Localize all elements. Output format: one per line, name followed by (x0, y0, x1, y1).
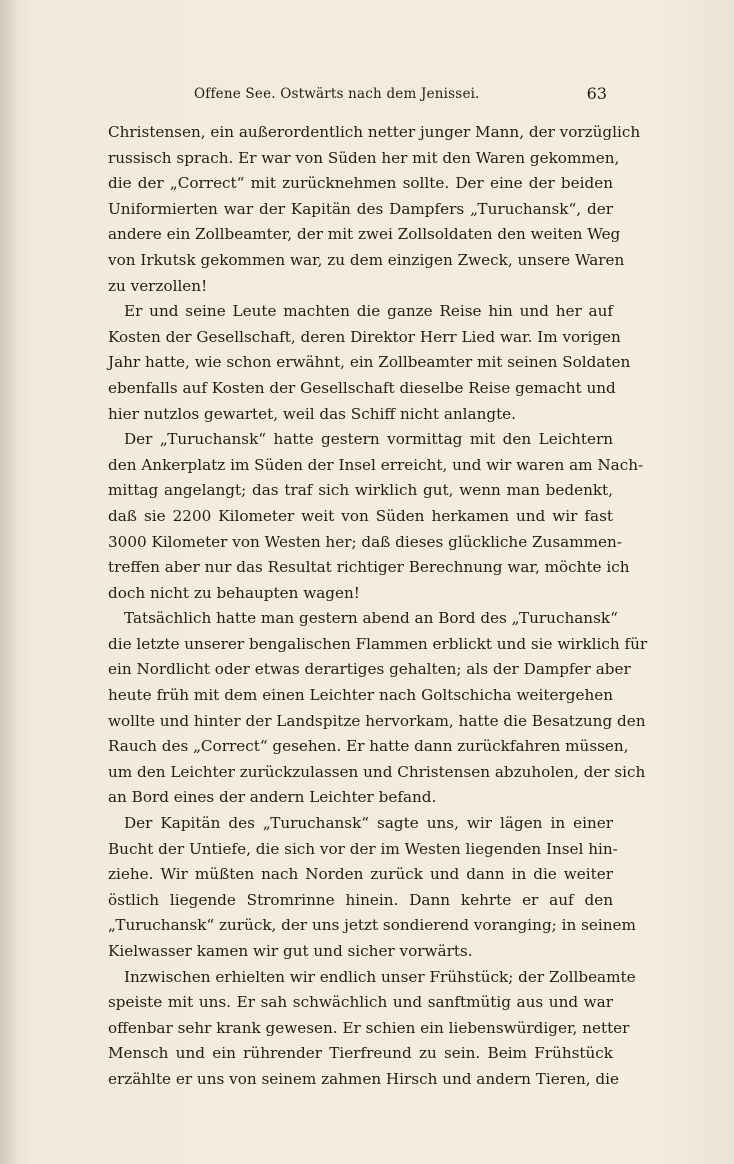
text-line: speiste mit uns. Er sah schwächlich und sanftmütig aus und war (108, 993, 613, 1012)
text-line: um den Leichter zurückzulassen und Christensen abzuholen, der sich (108, 762, 646, 781)
text-line: erzählte er uns von seinem zahmen Hirsch und andern Tieren, die (108, 1069, 619, 1088)
page-number: 63 (586, 84, 607, 103)
text-line: offenbar sehr krank gewesen. Er schien ein liebenswürdiger, netter (108, 1018, 630, 1037)
text-line: von Irkutsk gekommen war, zu dem einzigen Zweck, unsere Waren (108, 250, 625, 269)
text-line: zu verzollen! (108, 276, 208, 295)
text-line: Kielwasser kamen wir gut und sicher vorwärts. (108, 942, 473, 960)
text-line: 3000 Kilometer von Westen her; daß dieses glückliche Zusammen- (108, 532, 622, 551)
text-line: Er und seine Leute machten die ganze Reise hin und her auf (124, 302, 613, 321)
text-line: Kosten der Gesellschaft, deren Direktor Herr Lied war. Im vorigen (108, 327, 621, 346)
text-line: „Turuchansk“ zurück, der uns jetzt sondierend voranging; in seinem (108, 916, 636, 935)
text-line: andere ein Zollbeamter, der mit zwei Zollsoldaten den weiten Weg (108, 225, 621, 244)
text-line: ziehe. Wir müßten nach Norden zurück und dann in die weiter (108, 865, 613, 884)
text-line: an Bord eines der andern Leichter befand. (108, 788, 437, 807)
text-line: Christensen, ein außerordentlich netter junger Mann, der vorzüglich (108, 123, 641, 141)
text-line: doch nicht zu behaupten wagen! (108, 583, 360, 602)
text-line: die letzte unserer bengalischen Flammen erblickt und sie wirklich für (108, 634, 648, 653)
text-line: Tatsächlich hatte man gestern abend an Bord des „Turuchansk“ (124, 609, 618, 628)
text-line: Jahr hatte, wie schon erwähnt, ein Zollbeamter mit seinen Soldaten (108, 353, 631, 372)
body-text (108, 120, 648, 1093)
text-line: Mensch und ein rührender Tierfreund zu sein. Beim Frühstück (108, 1044, 613, 1063)
text-line: den Ankerplatz im Süden der Insel erreicht, und wir waren am Nach- (108, 455, 644, 474)
text-line: Inzwischen erhielten wir endlich unser Frühstück; der Zollbeamte (124, 967, 636, 986)
running-title: Offene See. Ostwärts nach dem Jenissei. (194, 86, 480, 102)
text-line: ebenfalls auf Kosten der Gesellschaft dieselbe Reise gemacht und (108, 378, 616, 397)
text-line: wollte und hinter der Landspitze hervorkam, hatte die Besatzung den (108, 711, 646, 730)
text-line: treffen aber nur das Resultat richtiger Berechnung war, möchte ich (108, 558, 630, 577)
text-line: daß sie 2200 Kilometer weit von Süden herkamen und wir fast (108, 506, 613, 525)
text-line: die der „Correct“ mit zurücknehmen sollte. Der eine der beiden (108, 174, 613, 193)
text-line: Uniformierten war der Kapitän des Dampfers „Turuchansk“, der (108, 199, 613, 218)
text-line: mittag angelangt; das traf sich wirklich gut, wenn man bedenkt, (108, 481, 613, 500)
gutter-shadow (0, 0, 18, 1164)
text-line: östlich liegende Stromrinne hinein. Dann kehrte er auf den (108, 890, 613, 909)
text-line: ein Nordlicht oder etwas derartiges gehalten; als der Dampfer aber (108, 660, 631, 679)
text-line: Bucht der Untiefe, die sich vor der im Westen liegenden Insel hin- (108, 839, 618, 858)
text-line: heute früh mit dem einen Leichter nach Goltschicha weitergehen (108, 686, 613, 705)
text-line: hier nutzlos gewartet, weil das Schiff nicht anlangte. (108, 404, 517, 423)
text-line: Der „Turuchansk“ hatte gestern vormittag mit den Leichtern (124, 430, 613, 449)
text-line: Rauch des „Correct“ gesehen. Er hatte dann zurückfahren müssen, (108, 737, 629, 756)
text-line: Der Kapitän des „Turuchansk“ sagte uns, wir lägen in einer (124, 814, 613, 833)
page-header (108, 80, 613, 108)
text-line: russisch sprach. Er war von Süden her mit den Waren gekommen, (108, 148, 620, 167)
